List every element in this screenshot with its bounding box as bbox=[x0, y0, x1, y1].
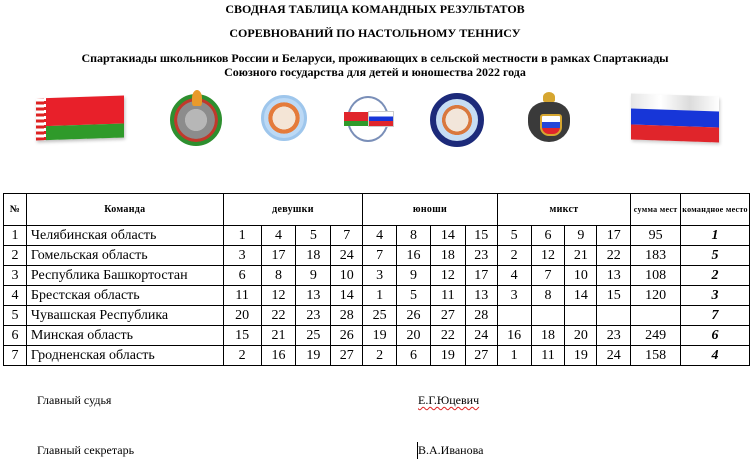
mixed-result: 6 bbox=[531, 226, 565, 246]
russia-flag-icon bbox=[631, 93, 719, 142]
row-num: 6 bbox=[4, 326, 27, 346]
boys-result: 4 bbox=[363, 226, 397, 246]
boys-result: 18 bbox=[430, 246, 465, 266]
runners-emblem-icon bbox=[261, 95, 307, 141]
girls-result: 23 bbox=[296, 306, 331, 326]
mixed-result: 19 bbox=[565, 346, 597, 366]
sum-places: 108 bbox=[631, 266, 681, 286]
sum-places: 183 bbox=[631, 246, 681, 266]
chief-secretary-label: Главный секретарь bbox=[37, 443, 135, 457]
boys-result: 2 bbox=[363, 346, 397, 366]
table-row bbox=[4, 226, 750, 246]
mixed-result: 18 bbox=[531, 326, 565, 346]
document-subtitle: Спартакиады школьников России и Беларуси, проживающих в сельской местности в рамках Спартакиады bbox=[81, 51, 669, 65]
sum-places: 158 bbox=[631, 346, 681, 366]
boys-result: 14 bbox=[430, 226, 465, 246]
mixed-result: 20 bbox=[565, 326, 597, 346]
mixed-result: 2 bbox=[497, 246, 531, 266]
table-row bbox=[4, 326, 750, 346]
boys-result: 8 bbox=[397, 226, 431, 246]
document-title: СВОДНАЯ ТАБЛИЦА КОМАНДНЫХ РЕЗУЛЬТАТОВ bbox=[225, 2, 525, 16]
girls-result: 4 bbox=[261, 226, 296, 246]
boys-result: 7 bbox=[363, 246, 397, 266]
mixed-result: 13 bbox=[597, 266, 631, 286]
mixed-result bbox=[597, 306, 631, 326]
table-header-row bbox=[4, 194, 750, 226]
minsport-russia-emblem-icon bbox=[528, 92, 570, 150]
boys-result: 16 bbox=[397, 246, 431, 266]
team-place: 6 bbox=[681, 326, 750, 346]
girls-result: 6 bbox=[223, 266, 261, 286]
team-name: Республика Башкортостан bbox=[26, 266, 223, 286]
boys-result: 17 bbox=[465, 266, 497, 286]
boys-result: 23 bbox=[465, 246, 497, 266]
table-row bbox=[4, 346, 750, 366]
boys-result: 26 bbox=[397, 306, 431, 326]
girls-result: 16 bbox=[261, 346, 296, 366]
mixed-result: 21 bbox=[565, 246, 597, 266]
mixed-result: 17 bbox=[597, 226, 631, 246]
boys-result: 20 bbox=[397, 326, 431, 346]
chief-secretary-name[interactable]: В.А.Иванова bbox=[418, 443, 484, 457]
team-place: 7 bbox=[681, 306, 750, 326]
team-name: Гомельская область bbox=[26, 246, 223, 266]
header-mixed: микст bbox=[497, 194, 631, 226]
mixed-result bbox=[497, 306, 531, 326]
team-place: 3 bbox=[681, 286, 750, 306]
header-place: командное место bbox=[681, 194, 750, 226]
text-cursor bbox=[417, 442, 418, 459]
header-girls: девушки bbox=[223, 194, 363, 226]
girls-result: 18 bbox=[296, 246, 331, 266]
row-num: 5 bbox=[4, 306, 27, 326]
girls-result: 15 bbox=[223, 326, 261, 346]
union-games-emblem-icon bbox=[430, 93, 484, 147]
girls-result: 26 bbox=[331, 326, 363, 346]
girls-result: 3 bbox=[223, 246, 261, 266]
table-row bbox=[4, 306, 750, 326]
mixed-result bbox=[531, 306, 565, 326]
boys-result: 3 bbox=[363, 266, 397, 286]
mixed-result: 14 bbox=[565, 286, 597, 306]
boys-result: 27 bbox=[465, 346, 497, 366]
team-name: Минская область bbox=[26, 326, 223, 346]
row-num: 2 bbox=[4, 246, 27, 266]
mixed-result: 4 bbox=[497, 266, 531, 286]
mixed-result: 10 bbox=[565, 266, 597, 286]
team-name: Брестская область bbox=[26, 286, 223, 306]
boys-result: 19 bbox=[363, 326, 397, 346]
chief-judge-label: Главный судья bbox=[37, 393, 112, 407]
girls-result: 22 bbox=[261, 306, 296, 326]
row-num: 7 bbox=[4, 346, 27, 366]
girls-result: 20 bbox=[223, 306, 261, 326]
girls-result: 2 bbox=[223, 346, 261, 366]
team-name: Челябинская область bbox=[26, 226, 223, 246]
table-row bbox=[4, 246, 750, 266]
mixed-result: 1 bbox=[497, 346, 531, 366]
girls-result: 27 bbox=[331, 346, 363, 366]
mixed-result: 12 bbox=[531, 246, 565, 266]
girls-result: 5 bbox=[296, 226, 331, 246]
girls-result: 11 bbox=[223, 286, 261, 306]
girls-result: 7 bbox=[331, 226, 363, 246]
sum-places: 120 bbox=[631, 286, 681, 306]
chief-judge-name: Е.Г.Юцевич bbox=[418, 393, 480, 407]
document-title-line2: СОРЕВНОВАНИЙ ПО НАСТОЛЬНОМУ ТЕННИСУ bbox=[229, 26, 521, 40]
girls-result: 19 bbox=[296, 346, 331, 366]
boys-result: 9 bbox=[397, 266, 431, 286]
mixed-result: 24 bbox=[597, 346, 631, 366]
sum-places: 249 bbox=[631, 326, 681, 346]
belarus-flag-icon bbox=[36, 95, 124, 140]
boys-result: 25 bbox=[363, 306, 397, 326]
boys-result: 27 bbox=[430, 306, 465, 326]
boys-result: 6 bbox=[397, 346, 431, 366]
mixed-result: 16 bbox=[497, 326, 531, 346]
team-place: 5 bbox=[681, 246, 750, 266]
team-place: 4 bbox=[681, 346, 750, 366]
results-table bbox=[3, 193, 750, 366]
team-place: 1 bbox=[681, 226, 750, 246]
team-name: Гродненская область bbox=[26, 346, 223, 366]
boys-result: 28 bbox=[465, 306, 497, 326]
mixed-result: 22 bbox=[597, 246, 631, 266]
girls-result: 12 bbox=[261, 286, 296, 306]
mixed-result: 7 bbox=[531, 266, 565, 286]
girls-result: 8 bbox=[261, 266, 296, 286]
girls-result: 28 bbox=[331, 306, 363, 326]
header-boys: юноши bbox=[363, 194, 498, 226]
header-num: № bbox=[4, 194, 27, 226]
boys-result: 5 bbox=[397, 286, 431, 306]
spartakiad-emblem-icon bbox=[170, 94, 222, 146]
table-row bbox=[4, 286, 750, 306]
header-team: Команда bbox=[26, 194, 223, 226]
boys-result: 22 bbox=[430, 326, 465, 346]
girls-result: 24 bbox=[331, 246, 363, 266]
girls-result: 9 bbox=[296, 266, 331, 286]
girls-result: 17 bbox=[261, 246, 296, 266]
team-place: 2 bbox=[681, 266, 750, 286]
mixed-result: 23 bbox=[597, 326, 631, 346]
team-name: Чувашская Республика bbox=[26, 306, 223, 326]
table-row bbox=[4, 266, 750, 286]
boys-result: 12 bbox=[430, 266, 465, 286]
row-num: 4 bbox=[4, 286, 27, 306]
mixed-result: 3 bbox=[497, 286, 531, 306]
boys-result: 24 bbox=[465, 326, 497, 346]
girls-result: 14 bbox=[331, 286, 363, 306]
mixed-result: 5 bbox=[497, 226, 531, 246]
boys-result: 19 bbox=[430, 346, 465, 366]
girls-result: 13 bbox=[296, 286, 331, 306]
row-num: 1 bbox=[4, 226, 27, 246]
sum-places: 95 bbox=[631, 226, 681, 246]
mixed-result bbox=[565, 306, 597, 326]
girls-result: 10 bbox=[331, 266, 363, 286]
boys-result: 11 bbox=[430, 286, 465, 306]
girls-result: 21 bbox=[261, 326, 296, 346]
union-state-emblem-icon bbox=[339, 96, 397, 142]
mixed-result: 15 bbox=[597, 286, 631, 306]
boys-result: 13 bbox=[465, 286, 497, 306]
header-sum: сумма мест bbox=[631, 194, 681, 226]
mixed-result: 8 bbox=[531, 286, 565, 306]
boys-result: 15 bbox=[465, 226, 497, 246]
mixed-result: 9 bbox=[565, 226, 597, 246]
row-num: 3 bbox=[4, 266, 27, 286]
sum-places bbox=[631, 306, 681, 326]
mixed-result: 11 bbox=[531, 346, 565, 366]
document-subtitle-line2: Союзного государства для детей и юношества 2022 года bbox=[224, 65, 526, 79]
girls-result: 25 bbox=[296, 326, 331, 346]
boys-result: 1 bbox=[363, 286, 397, 306]
girls-result: 1 bbox=[223, 226, 261, 246]
